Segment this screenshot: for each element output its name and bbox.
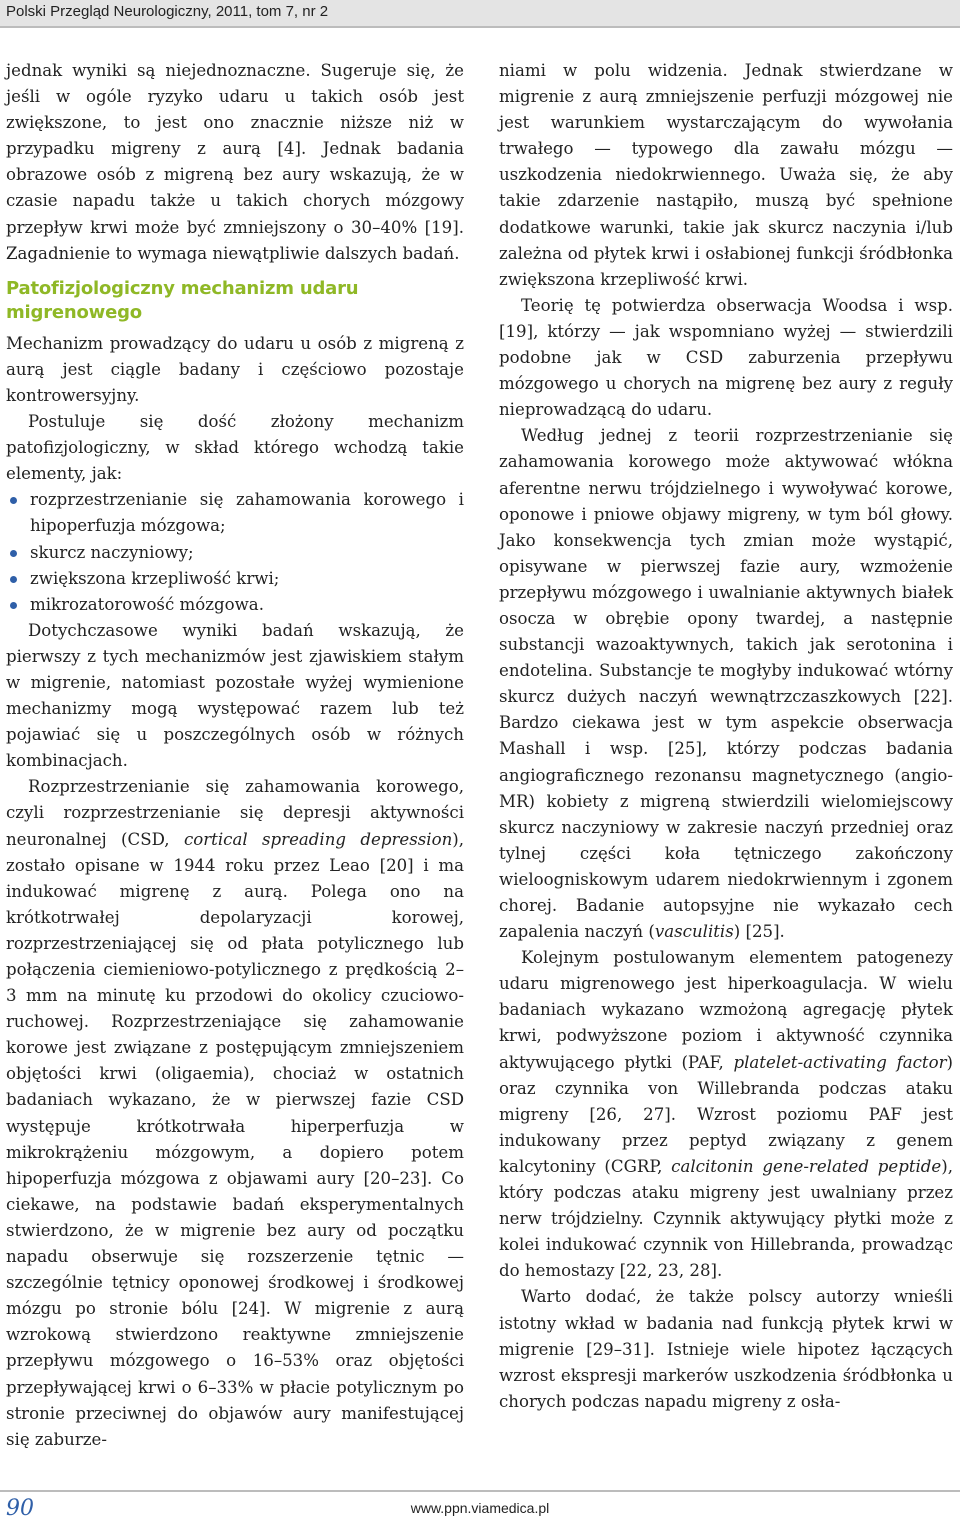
bullet-dot-icon (10, 550, 17, 557)
list-item (6, 487, 464, 539)
paragraph: Teorię tę potwierdza obserwacja Woodsa i wsp. [19], którzy — jak wspomniano wyżej — stwierdzili podobne jak w CSD zaburzenia przepływu mózgowego u chorych na migrenę bez aury z reguły nieprowadzącą do udaru. (499, 295, 953, 420)
right-column (499, 58, 953, 1415)
list-item (6, 592, 464, 618)
list-item-text: mikrozatorowość mózgowa. (30, 594, 264, 614)
section-heading: Patofizjologiczny mechanizm udaru migrenowego (6, 277, 359, 323)
footer-url[interactable]: www.ppn.viamedica.pl (410, 1500, 550, 1516)
bullet-dot-icon (10, 497, 17, 504)
paragraph: niami w polu widzenia. Jednak stwierdzane w migrenie z aurą zmniejszenie perfuzji mózgowej nie jest warunkiem wystarczającym do wywołania trwałego — typowego dla zawału mózgu — uszkodzenia niedokrwiennego. Uważa się, że aby takie zdarzenie nastąpiło, muszą być spełnione dodatkowe warunki, takie jak skurcz naczynia i/lub zależna od płytek krwi i osłabionej funkcji śródbłonka zwiększona krzepliwość krwi. (499, 61, 953, 289)
text-run: Według jednej z teorii rozprzestrzenianie się zahamowania korowego może aktywować włókna aferentne nerwu trójdzielnego i wywoływać korowe, oponowe i pniowe objawy migreny, w tym ból głowy. Jako konsekwencja tych zmian może wystąpić, opisywane w pierwszej fazie aury, wzmożenie przepływu mózgowego i uwalnianie aktywnych białek osocza w obrębie opony twardej, a następnie substancji wazoaktywnych, takich jak serotonina i endotelina. Substancje te mogłyby indukować wtórny skurcz dużych naczyń wewnątrzczaszkowych [22]. Bardzo ciekawa jest w tym aspekcie obserwacja Mashall i wsp. [25], którzy podczas badania angiograficznego rezonansu magnetycznego (angio-MR) kobiety z migreną stwierdzili wielomiejscowy skurcz naczyniowy w zakresie naczyń przedniej oraz tylnej części koła tętniczego zakończony wieloogniskowym udarem niedokrwiennym i zgonem chorej. Badanie autopsyjne nie wykazało cech zapalenia naczyń ( (499, 426, 953, 942)
paragraph (499, 945, 953, 1284)
italic-term: platelet-activating factor (733, 1052, 947, 1072)
left-column (6, 58, 464, 1453)
text-run: ) [25]. (733, 922, 785, 942)
text-run: Kolejnym postulowanym elementem patogenezy udaru migrenowego jest hiperkoagulacja. W wielu badaniach wykazano wzmożoną agregację płytek krwi, podwyższone poziom i aktywność czynnika aktywującego płytki (PAF, (499, 948, 953, 1072)
text-run: ) oraz czynnika von Willebranda podczas ataku migreny [26, 27]. Wzrost poziomu PAF jest indukowany przez peptyd związany z genem kalcytoniny (CGRP, (499, 1052, 953, 1176)
paragraph: Postuluje się dość złożony mechanizm patofizjologiczny, w skład którego wchodzą takie elementy, jak: (6, 412, 464, 484)
paragraph (499, 423, 953, 945)
text-run: ), zostało opisane w 1944 roku przez Leao [20] i ma indukować migrenę z aurą. Polega ono na krótkotrwałej depolaryzacji korowej, rozprzestrzeniającej się od płata potylicznego lub połączenia ciemieniowo-potylicznego z prędkością 2–3 mm na minutę ku przodowi do okolicy czuciowo-ruchowej. Rozprzestrzeniające się zahamowanie korowe jest związane z postępującym zmniejszeniem objętości krwi (oligaemia), chociaż w ostatnich badaniach wykazano, że w pierwszej fazie CSD występuje krótkotrwała hiperperfuzja w mikrokrążeniu mózgowym, a dopiero potem hipoperfuzja mózgowa z objawami aury [20–23]. Co ciekawe, na podstawie badań eksperymentalnych stwierdzono, że w migrenie bez aury od początku napadu obserwuje się rozszerzenie tętnic — szczególnie tętnicy oponowej środkowej i środkowej mózgu po stronie bólu [24]. W migrenie z aurą wzrokową stwierdzono reaktywne zmniejszenie przepływu mózgowego o 16–53% oraz objętości przepływającej krwi o 6–33% w płacie potylicznym po stronie przeciwnej do objawów aury manifestującej się zaburze- (6, 829, 465, 1449)
list-item-text: zwiększona krzepliwość krwi; (30, 568, 280, 588)
bullet-list (6, 487, 464, 617)
paragraph (6, 774, 464, 1452)
paragraph: Mechanizm prowadzący do udaru u osób z migreną z aurą jest ciągle badany i częściowo pozostaje kontrowersyjny. (6, 333, 464, 405)
text-run: ), który podczas ataku migreny jest uwalniany przez nerw trójdzielny. Czynnik aktywujący płytki może z kolei indukować czynnik von Hillebranda, prowadząc do hemostazy [22, 23, 28]. (499, 1156, 953, 1281)
list-item-text: rozprzestrzenianie się zahamowania korowego i hipoperfuzja mózgowa; (30, 490, 464, 536)
bullet-dot-icon (10, 576, 17, 583)
running-header (0, 0, 960, 28)
list-item (6, 566, 464, 592)
italic-term: vasculitis (654, 922, 734, 942)
list-item (6, 540, 464, 566)
page-number: 90 (6, 1496, 34, 1521)
bullet-dot-icon (10, 602, 17, 609)
paragraph: Warto dodać, że także polscy autorzy wnieśli istotny wkład w badania nad funkcją płytek krwi w migrenie [29–31]. Istnieje wiele hipotez łączących wzrost ekspresji markerów uszkodzenia śródbłonka u chorych podczas napadu migreny z osła- (499, 1287, 953, 1411)
italic-term: cortical spreading depression (183, 829, 453, 849)
paragraph: jednak wyniki są niejednoznaczne. Sugeruje się, że jeśli w ogóle ryzyko udaru u takich osób jest zwiększone, to jest ono znacznie niższe niż w przypadku migreny z aurą [4]. Jednak badania obrazowe osób z migreną bez aury wskazują, że w czasie napadu także u takich chorych mózgowy przepływ krwi może być zmniejszony o 30–40% [19]. Zagadnienie to wymaga niewątpliwie dalszych badań. (6, 61, 464, 263)
list-item-text: skurcz naczyniowy; (30, 542, 194, 562)
text-run: Rozprzestrzenianie się zahamowania korowego, czyli rozprzestrzenianie się depresji aktywności neuronalnej (CSD, (6, 777, 464, 849)
paragraph: Dotychczasowe wyniki badań wskazują, że pierwszy z tych mechanizmów jest zjawiskiem stałym w migrenie, natomiast pozostałe wyżej wymienione mechanizmy mogą występować razem lub też pojawiać się u poszczególnych osób w różnych kombinacjach. (6, 620, 464, 771)
footer-divider (0, 1490, 960, 1492)
journal-title: Polski Przegląd Neurologiczny, 2011, tom 7, nr 2 (6, 3, 329, 20)
italic-term: calcitonin gene-related peptide (671, 1156, 942, 1176)
